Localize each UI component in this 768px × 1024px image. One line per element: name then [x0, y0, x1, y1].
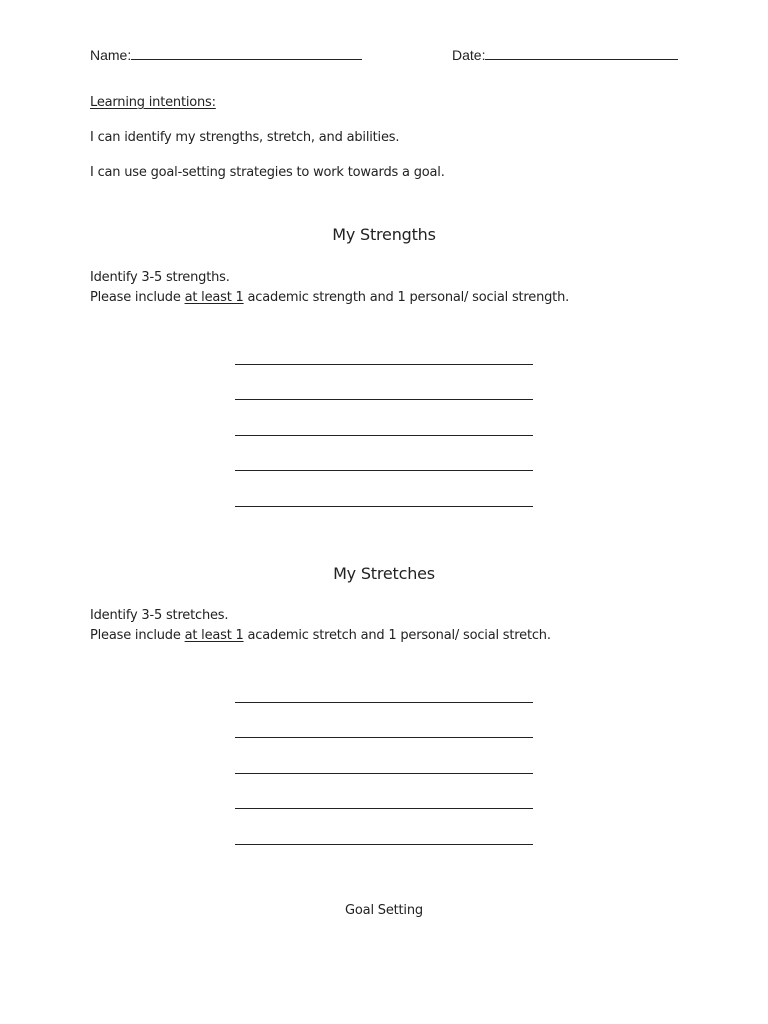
strengths-heading: My Strengths [332, 225, 436, 244]
stretch-answer-line-4[interactable] [235, 808, 533, 809]
learning-intention-2: I can use goal-setting strategies to work towards a goal. [90, 165, 445, 180]
date-label: Date: [452, 47, 486, 63]
stretches-heading: My Stretches [333, 564, 435, 583]
strength-answer-line-4[interactable] [235, 470, 533, 471]
strength-answer-line-5[interactable] [235, 506, 533, 507]
stretch-answer-line-1[interactable] [235, 702, 533, 703]
name-input-line[interactable] [131, 45, 362, 60]
strength-answer-line-1[interactable] [235, 364, 533, 365]
name-label: Name: [90, 47, 132, 63]
name-field[interactable] [90, 45, 362, 63]
learning-intentions-heading: Learning intentions: [90, 95, 216, 110]
stretch-answer-line-2[interactable] [235, 737, 533, 738]
date-field[interactable] [452, 45, 678, 63]
stretches-instruction-2: Please include at least 1 academic stretch and 1 personal/ social stretch. [90, 628, 551, 643]
strengths-emphasis: at least 1 [184, 290, 244, 305]
goal-setting-heading: Goal Setting [345, 903, 423, 918]
date-input-line[interactable] [485, 45, 678, 60]
strengths-instruction-1: Identify 3-5 strengths. [90, 270, 230, 285]
stretches-instruction-1: Identify 3-5 stretches. [90, 608, 229, 623]
stretch-answer-line-3[interactable] [235, 773, 533, 774]
stretches-emphasis: at least 1 [184, 628, 244, 643]
strength-answer-line-3[interactable] [235, 435, 533, 436]
learning-intention-1: I can identify my strengths, stretch, and abilities. [90, 130, 400, 145]
strengths-instruction-2: Please include at least 1 academic strength and 1 personal/ social strength. [90, 290, 570, 305]
strength-answer-line-2[interactable] [235, 399, 533, 400]
stretch-answer-line-5[interactable] [235, 844, 533, 845]
